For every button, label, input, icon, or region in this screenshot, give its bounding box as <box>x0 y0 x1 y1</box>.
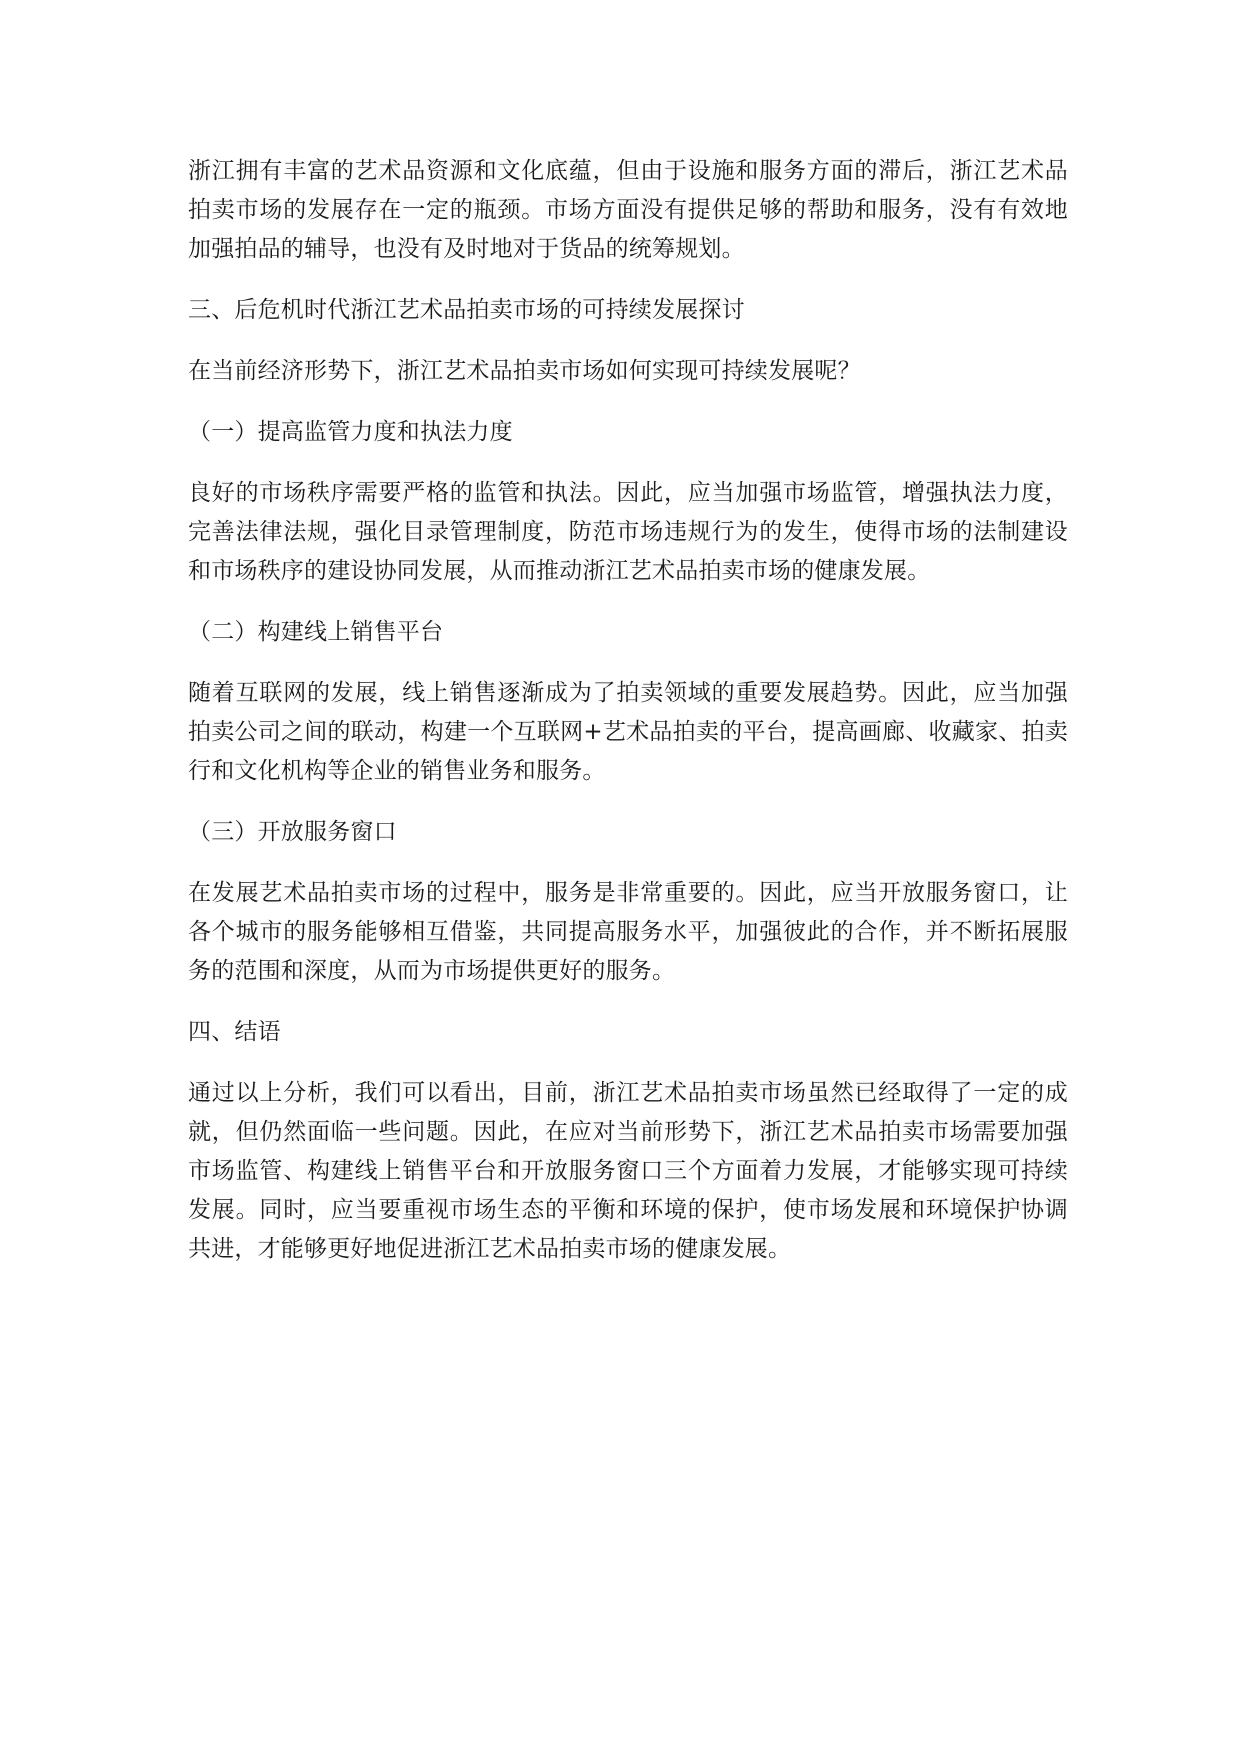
section-heading-sustainable-development: 三、后危机时代浙江艺术品拍卖市场的可持续发展探讨 <box>188 297 745 323</box>
document-body <box>188 152 1068 1291</box>
paragraph-supervision: 良好的市场秩序需要严格的监管和执法。因此，应当加强市场监管，增强执法力度，完善法律法规，强化目录管理制度，防范市场违规行为的发生，使得市场的法制建设和市场秩序的建设协同发展，从而推动浙江艺术品拍卖市场的健康发展。 <box>188 480 1068 584</box>
subheading-supervision: （一）提高监管力度和执法力度 <box>188 419 513 445</box>
paragraph-intro-bottleneck: 浙江拥有丰富的艺术品资源和文化底蕴，但由于设施和服务方面的滞后，浙江艺术品拍卖市场的发展存在一定的瓶颈。市场方面没有提供足够的帮助和服务，没有有效地加强拍品的辅导，也没有及时地对于货品的统筹规划。 <box>188 158 1068 262</box>
section-heading-conclusion: 四、结语 <box>188 1019 281 1045</box>
subheading-service-window: （三）开放服务窗口 <box>188 819 397 845</box>
paragraph-conclusion: 通过以上分析，我们可以看出，目前，浙江艺术品拍卖市场虽然已经取得了一定的成就，但仍然面临一些问题。因此，在应对当前形势下，浙江艺术品拍卖市场需要加强市场监管、构建线上销售平台和开放服务窗口三个方面着力发展，才能够实现可持续发展。同时，应当要重视市场生态的平衡和环境的保护，使市场发展和环境保护协调共进，才能够更好地促进浙江艺术品拍卖市场的健康发展。 <box>188 1080 1068 1262</box>
paragraph-online-platform: 随着互联网的发展，线上销售逐渐成为了拍卖领域的重要发展趋势。因此，应当加强拍卖公司之间的联动，构建一个互联网+艺术品拍卖的平台，提高画廊、收藏家、拍卖行和文化机构等企业的销售业务和服务。 <box>188 680 1068 784</box>
subheading-online-platform: （二）构建线上销售平台 <box>188 619 444 645</box>
paragraph-question: 在当前经济形势下，浙江艺术品拍卖市场如何实现可持续发展呢？ <box>188 358 861 384</box>
paragraph-service-window: 在发展艺术品拍卖市场的过程中，服务是非常重要的。因此，应当开放服务窗口，让各个城市的服务能够相互借鉴，共同提高服务水平，加强彼此的合作，并不断拓展服务的范围和深度，从而为市场提供更好的服务。 <box>188 880 1068 984</box>
